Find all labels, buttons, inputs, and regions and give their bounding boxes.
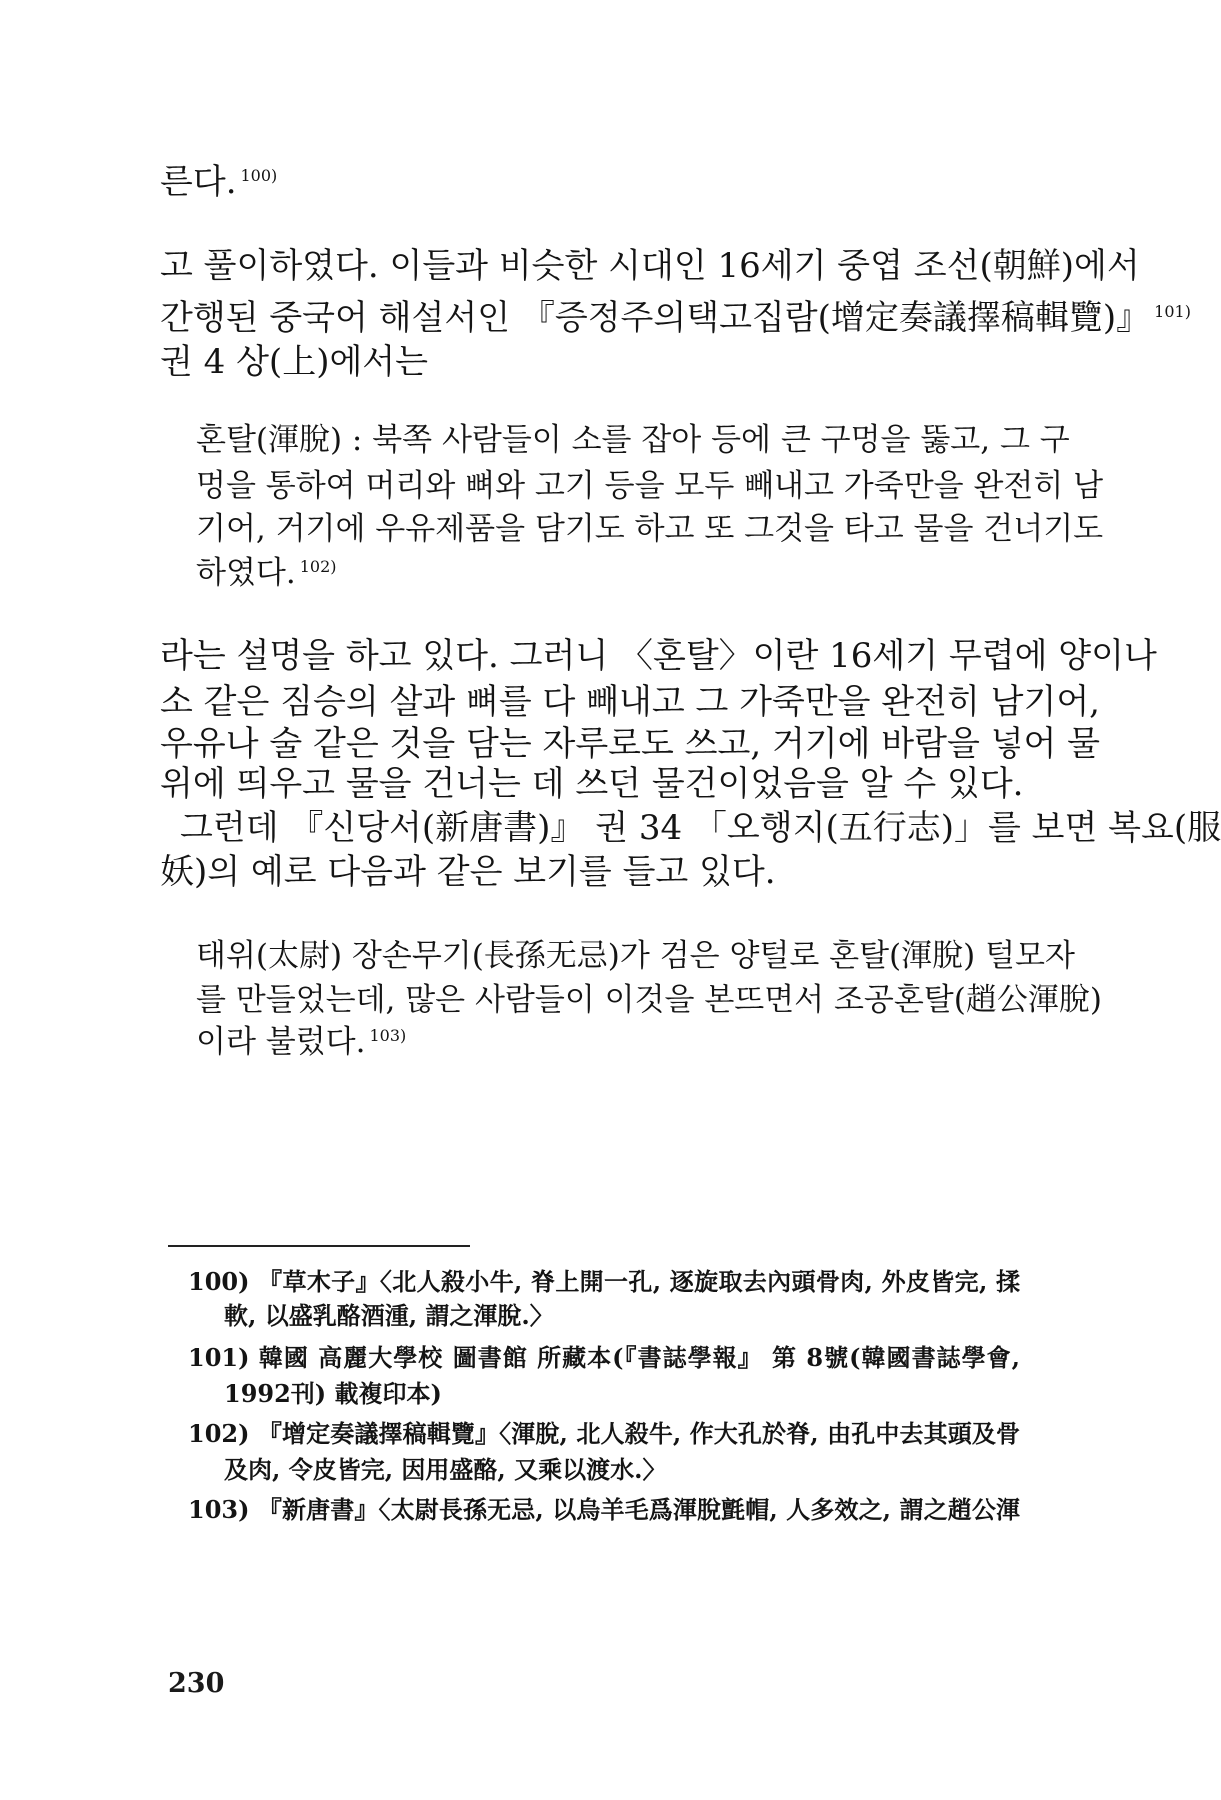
footnote-ref: 102) bbox=[299, 556, 337, 576]
text-line: 간행된 중국어 해설서인 『증정주의택고집람(增定奏議擇稿輯覽)』 $^{101)}$ bbox=[160, 298, 1191, 338]
text-line: 위에 띄우고 물을 건너는 데 쓰던 물건이었음을 알 수 있다. bbox=[160, 764, 1024, 804]
footnote-line: 及肉, 令皮皆完, 因用盛酪, 又乘以渡水.〉 bbox=[224, 1455, 667, 1484]
footnote-line: 102) 『增定奏議擇稿輯覽』〈渾脫, 北人殺牛, 作大孔於脊, 由孔中去其頭及骨 bbox=[188, 1419, 1020, 1448]
footnote-line: 1992刊) 載複印本) bbox=[224, 1379, 442, 1408]
quote-line: 하였다. $^{102)}$ bbox=[196, 555, 337, 591]
quote-line: 태위(太尉) 장손무기(長孫无忌)가 검은 양털로 혼탈(渾脫) 털모자 bbox=[196, 938, 1075, 974]
footnote-ref: 103) bbox=[369, 1025, 407, 1045]
quote-line: 이라 불렀다. $^{103)}$ bbox=[196, 1024, 407, 1060]
quote-line: 를 만들었는데, 많은 사람들이 이것을 본뜨면서 조공혼탈(趙公渾脫) bbox=[196, 982, 1102, 1018]
footnote-divider bbox=[168, 1245, 470, 1247]
quote-line: 기어, 거기에 우유제품을 담기도 하고 또 그것을 타고 물을 건너기도 bbox=[196, 511, 1104, 547]
page-number: 230 bbox=[168, 1668, 225, 1699]
text-line: 그런데 『신당서(新唐書)』 권 34 「오행지(五行志)」를 보면 복요(服 bbox=[180, 808, 1221, 848]
text-line: 고 풀이하였다. 이들과 비슷한 시대인 16세기 중엽 조선(朝鮮)에서 bbox=[160, 246, 1140, 286]
footnote-line: 103) 『新唐書』〈太尉長孫无忌, 以烏羊毛爲渾脫氈帽, 人多效之, 謂之趙公渾 bbox=[188, 1495, 1020, 1524]
footnote-line: 101) 韓國 高麗大學校 圖書館 所藏本(『書誌學報』 第 8號(韓國書誌學會, bbox=[188, 1343, 1020, 1372]
quote-line: 멍을 통하여 머리와 뼈와 고기 등을 모두 빼내고 가죽만을 완전히 남 bbox=[196, 468, 1104, 504]
footnote-ref: 100) bbox=[240, 165, 278, 185]
text-line: 권 4 상(上)에서는 bbox=[160, 342, 428, 382]
footnote-ref: 101) bbox=[1154, 301, 1191, 321]
text-line: 른다. $^{100)}$ bbox=[160, 162, 278, 202]
quote-line: 혼탈(渾脫) : 북쪽 사람들이 소를 잡아 등에 큰 구멍을 뚫고, 그 구 bbox=[196, 422, 1070, 458]
text-line: 妖)의 예로 다음과 같은 보기를 들고 있다. bbox=[160, 852, 776, 892]
footnote-line: 軟, 以盛乳酪酒湩, 謂之渾脫.〉 bbox=[224, 1301, 554, 1330]
text-line: 라는 설명을 하고 있다. 그러니 〈혼탈〉이란 16세기 무렵에 양이나 bbox=[160, 636, 1157, 676]
footnote-line: 100) 『草木子』〈北人殺小牛, 脊上開一孔, 逐旋取去內頭骨肉, 外皮皆完, 揉 bbox=[188, 1267, 1020, 1296]
text-line: 소 같은 짐승의 살과 뼈를 다 빼내고 그 가죽만을 완전히 남기어, bbox=[160, 682, 1100, 722]
text-line: 우유나 술 같은 것을 담는 자루로도 쓰고, 거기에 바람을 넣어 물 bbox=[160, 724, 1100, 764]
